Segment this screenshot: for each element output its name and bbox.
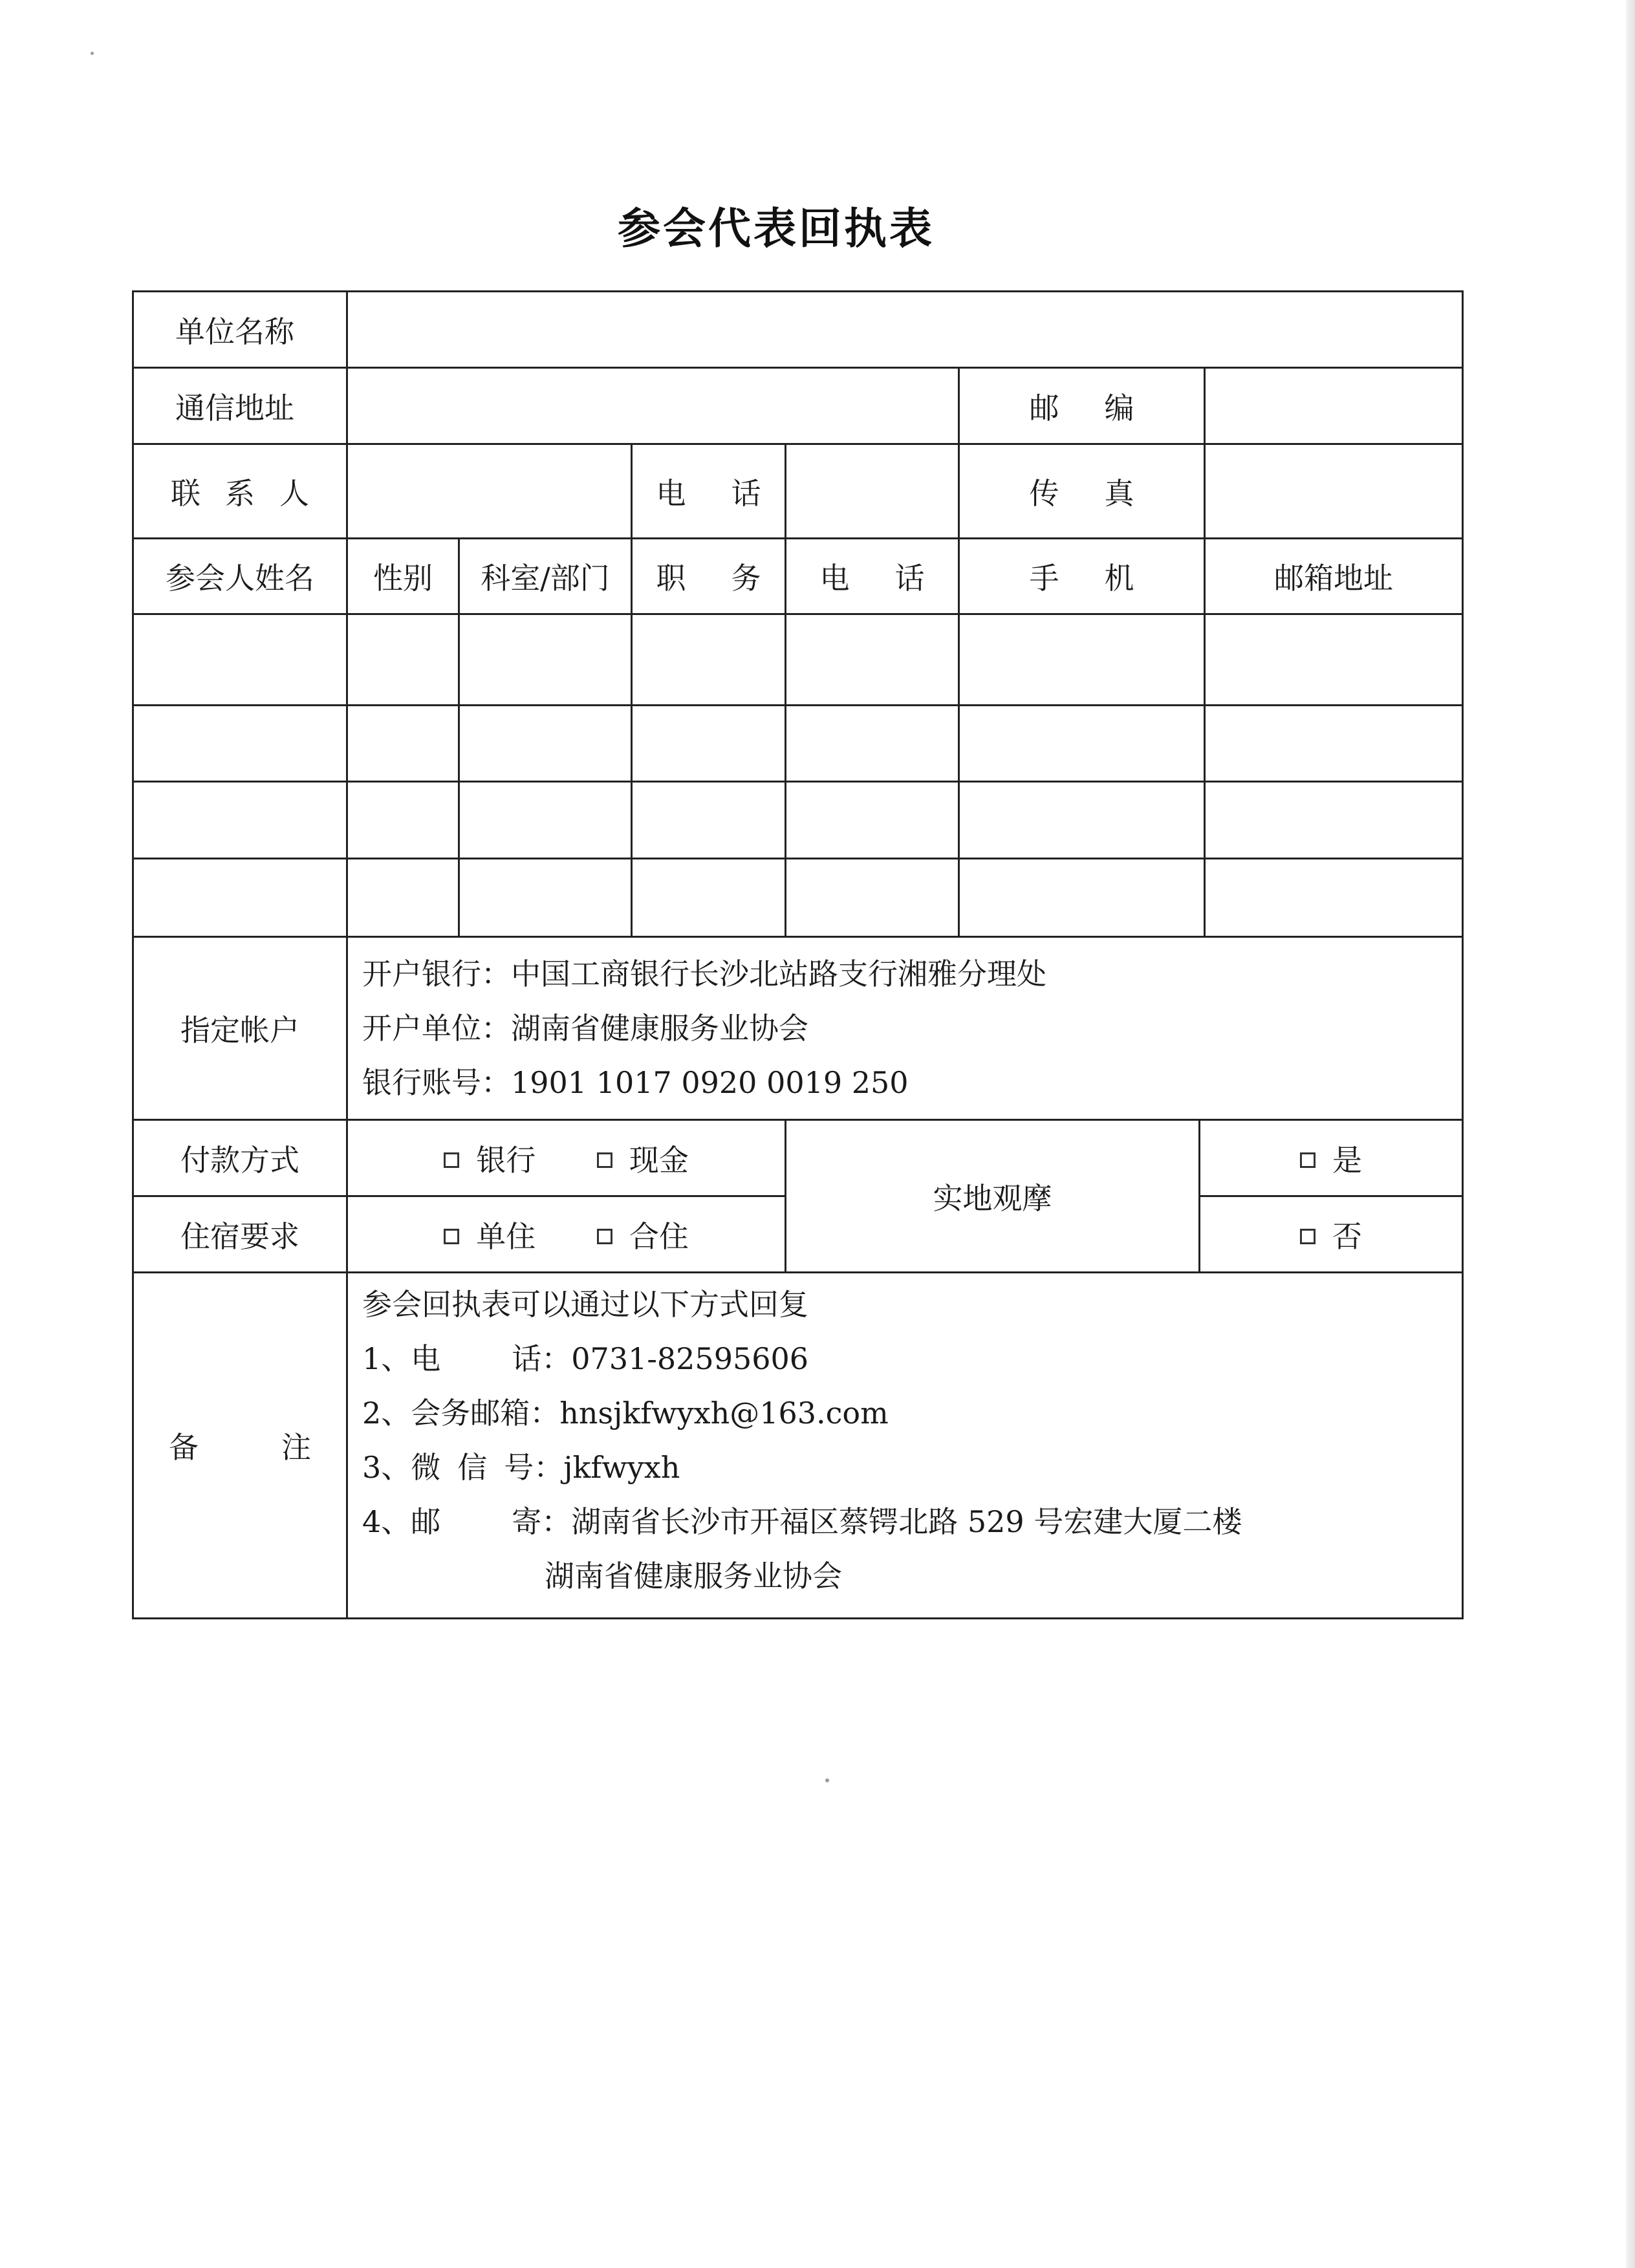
- payment-options: [347, 1120, 786, 1196]
- checkbox-icon[interactable]: [1300, 1229, 1316, 1244]
- fax-field[interactable]: [1205, 444, 1463, 539]
- checkbox-icon[interactable]: [1300, 1152, 1316, 1168]
- notes-intro: 参会回执表可以通过以下方式回复: [362, 1287, 808, 1322]
- attendee-email-cell[interactable]: [1205, 782, 1463, 859]
- attendee-name-cell[interactable]: [133, 859, 347, 937]
- attendee-position-cell[interactable]: [632, 706, 786, 782]
- scan-edge: [1626, 0, 1635, 2268]
- lodging-label: 住宿要求: [133, 1196, 347, 1273]
- payment-option-cash[interactable]: 现金: [597, 1137, 689, 1180]
- attendee-mobile-cell[interactable]: [959, 782, 1205, 859]
- attendee-phone-cell[interactable]: [786, 782, 959, 859]
- notes-phone: 1、电 话：0731-82595606: [362, 1341, 809, 1376]
- attendee-name-cell[interactable]: [133, 782, 347, 859]
- payment-label: 付款方式: [133, 1120, 347, 1196]
- attendee-email-cell[interactable]: [1205, 859, 1463, 937]
- attendee-name-cell[interactable]: [133, 614, 347, 706]
- account-label: 指定帐户: [133, 937, 347, 1120]
- attendee-position-cell[interactable]: [632, 614, 786, 706]
- row-address: [133, 368, 1463, 444]
- unit-name-label: 单位名称: [133, 292, 347, 368]
- address-field[interactable]: [347, 368, 959, 444]
- header-phone: 电 话: [786, 539, 959, 614]
- lodging-option-single[interactable]: 单住: [444, 1213, 536, 1256]
- header-email: 邮箱地址: [1205, 539, 1463, 614]
- account-number: 银行账号：1901 1017 0920 0019 250: [362, 1065, 909, 1100]
- notes-mail-recipient: 湖南省健康服务业协会: [545, 1559, 842, 1593]
- attendee-phone-cell[interactable]: [786, 706, 959, 782]
- row-contact: [133, 444, 1463, 539]
- scan-speck: [825, 1778, 829, 1782]
- attendee-position-cell[interactable]: [632, 859, 786, 937]
- contact-field[interactable]: [347, 444, 632, 539]
- attendee-email-cell[interactable]: [1205, 614, 1463, 706]
- postcode-label: 邮 编: [959, 368, 1205, 444]
- notes-mail: 4、邮 寄：湖南省长沙市开福区蔡锷北路 529 号宏建大厦二楼: [362, 1504, 1242, 1539]
- row-account: [133, 937, 1463, 1120]
- checkbox-icon[interactable]: [444, 1152, 459, 1168]
- attendee-row: [133, 782, 1463, 859]
- notes-wechat: 3、微 信 号：jkfwyxh: [362, 1450, 680, 1485]
- attendee-mobile-cell[interactable]: [959, 706, 1205, 782]
- attendee-email-cell[interactable]: [1205, 706, 1463, 782]
- scan-speck: [91, 52, 94, 55]
- attendee-gender-cell[interactable]: [347, 782, 459, 859]
- attendee-position-cell[interactable]: [632, 782, 786, 859]
- checkbox-icon[interactable]: [444, 1229, 459, 1244]
- attendee-dept-cell[interactable]: [459, 782, 632, 859]
- header-gender: 性别: [347, 539, 459, 614]
- attendee-gender-cell[interactable]: [347, 614, 459, 706]
- lodging-option-shared[interactable]: 合住: [597, 1213, 689, 1256]
- lodging-options: [347, 1196, 786, 1273]
- account-unit: 开户单位：湖南省健康服务业协会: [362, 1011, 808, 1046]
- attendee-row: [133, 859, 1463, 937]
- header-position: 职 务: [632, 539, 786, 614]
- notes-label: 备 注: [133, 1273, 347, 1619]
- attendee-dept-cell[interactable]: [459, 859, 632, 937]
- unit-name-field[interactable]: [347, 292, 1463, 368]
- attendee-dept-cell[interactable]: [459, 706, 632, 782]
- attendee-dept-cell[interactable]: [459, 614, 632, 706]
- header-name: 参会人姓名: [133, 539, 347, 614]
- address-label: 通信地址: [133, 368, 347, 444]
- row-payment: [133, 1120, 1463, 1196]
- receipt-form: [132, 290, 1464, 1619]
- row-notes: [133, 1273, 1463, 1619]
- site-visit-option-yes[interactable]: 是: [1200, 1120, 1463, 1196]
- attendee-row: [133, 614, 1463, 706]
- attendee-row: [133, 706, 1463, 782]
- account-bank: 开户银行：中国工商银行长沙北站路支行湘雅分理处: [362, 956, 1046, 991]
- attendee-gender-cell[interactable]: [347, 706, 459, 782]
- attendee-phone-cell[interactable]: [786, 614, 959, 706]
- attendee-phone-cell[interactable]: [786, 859, 959, 937]
- payment-option-bank[interactable]: 银行: [444, 1137, 536, 1180]
- checkbox-icon[interactable]: [597, 1152, 612, 1168]
- row-unit-name: [133, 292, 1463, 368]
- attendee-mobile-cell[interactable]: [959, 859, 1205, 937]
- site-visit-option-no[interactable]: 否: [1200, 1196, 1463, 1273]
- phone-field[interactable]: [786, 444, 959, 539]
- site-visit-label: 实地观摩: [786, 1120, 1200, 1273]
- checkbox-icon[interactable]: [597, 1229, 612, 1244]
- row-attendee-header: [133, 539, 1463, 614]
- attendee-name-cell[interactable]: [133, 706, 347, 782]
- header-dept: 科室/部门: [459, 539, 632, 614]
- notes-email: 2、会务邮箱：hnsjkfwyxh@163.com: [362, 1396, 889, 1431]
- notes-content: [347, 1273, 1463, 1619]
- contact-label: 联 系 人: [133, 444, 347, 539]
- fax-label: 传 真: [959, 444, 1205, 539]
- phone-label: 电 话: [632, 444, 786, 539]
- header-mobile: 手 机: [959, 539, 1205, 614]
- postcode-field[interactable]: [1205, 368, 1463, 444]
- attendee-mobile-cell[interactable]: [959, 614, 1205, 706]
- page-title: 参会代表回执表: [618, 204, 935, 254]
- account-info: [347, 937, 1463, 1120]
- attendee-gender-cell[interactable]: [347, 859, 459, 937]
